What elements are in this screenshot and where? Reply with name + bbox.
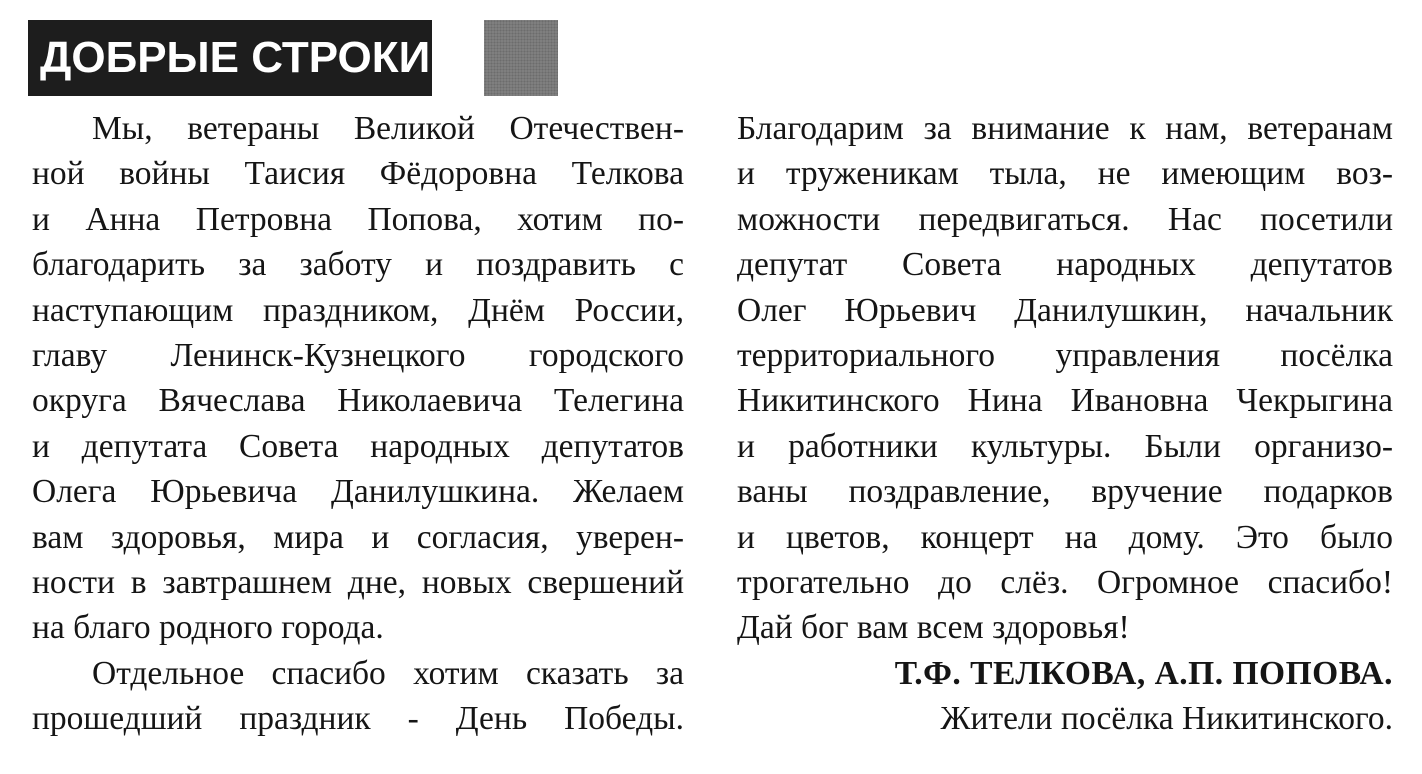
paragraph-1-line-5: наступающим праздником, Днём России, (32, 291, 684, 329)
paragraph-2-line-5: можности передвигаться. Нас посетили (737, 200, 1393, 238)
paragraph-1-line-1: Мы, ветераны Великой Отечествен- (92, 110, 684, 147)
paragraph-2-line-4: и труженикам тыла, не имеющим воз- (737, 155, 1393, 193)
paragraph-2-line-10: и работники культуры. Были организо- (737, 427, 1393, 465)
paragraph-2-line-9: Никитинского Нина Ивановна Чекрыгина (737, 382, 1393, 420)
article-right-column (737, 106, 1393, 741)
paragraph-1-line-6: главу Ленинск-Кузнецкого городского (32, 336, 684, 374)
paragraph-2-line-7: Олег Юрьевич Данилушкин, начальник (737, 291, 1393, 329)
paragraph-2-line-13: трогательно до слёз. Огромное спасибо! (737, 563, 1393, 601)
author-residence: Жители посёлка Никитинского. (940, 700, 1393, 738)
article-left-column (32, 106, 684, 741)
paragraph-2-line-1: Отдельное спасибо хотим сказать за (92, 654, 684, 692)
paragraph-1-line-12: на благо родного города. (32, 609, 384, 647)
rubric-title: ДОБРЫЕ СТРОКИ (28, 20, 432, 96)
rubric-header (28, 20, 432, 96)
paragraph-1-line-4: благодарить за заботу и поздравить с (32, 246, 684, 284)
paragraph-2-line-6: депутат Совета народных депутатов (737, 246, 1393, 284)
paragraph-1-line-3: и Анна Петровна Попова, хотим по- (32, 200, 684, 238)
paragraph-2-line-12: и цветов, концерт на дому. Это было (737, 518, 1393, 556)
paragraph-1-line-8: и депутата Совета народных депутатов (32, 427, 684, 465)
paragraph-2-line-8: территориального управления посёлка (737, 336, 1393, 374)
author-signature: Т.Ф. ТЕЛКОВА, А.П. ПОПОВА. (894, 654, 1393, 692)
paragraph-1-line-7: округа Вячеслава Николаевича Телегина (32, 382, 684, 420)
decorative-grey-square (484, 20, 558, 96)
paragraph-2-line-11: ваны поздравление, вручение подарков (737, 473, 1393, 511)
paragraph-2-line-14: Дай бог вам всем здоровья! (737, 609, 1130, 647)
paragraph-1-line-10: вам здоровья, мира и согласия, уверен- (32, 518, 684, 556)
paragraph-2-line-2: прошедший праздник - День Победы. (32, 700, 684, 738)
paragraph-1-line-2: ной войны Таисия Фёдоровна Телкова (32, 155, 684, 193)
paragraph-1-line-11: ности в завтрашнем дне, новых свершений (32, 563, 684, 601)
paragraph-2-line-3: Благодарим за внимание к нам, ветеранам (737, 110, 1393, 147)
paragraph-1-line-9: Олега Юрьевича Данилушкина. Желаем (32, 473, 684, 511)
